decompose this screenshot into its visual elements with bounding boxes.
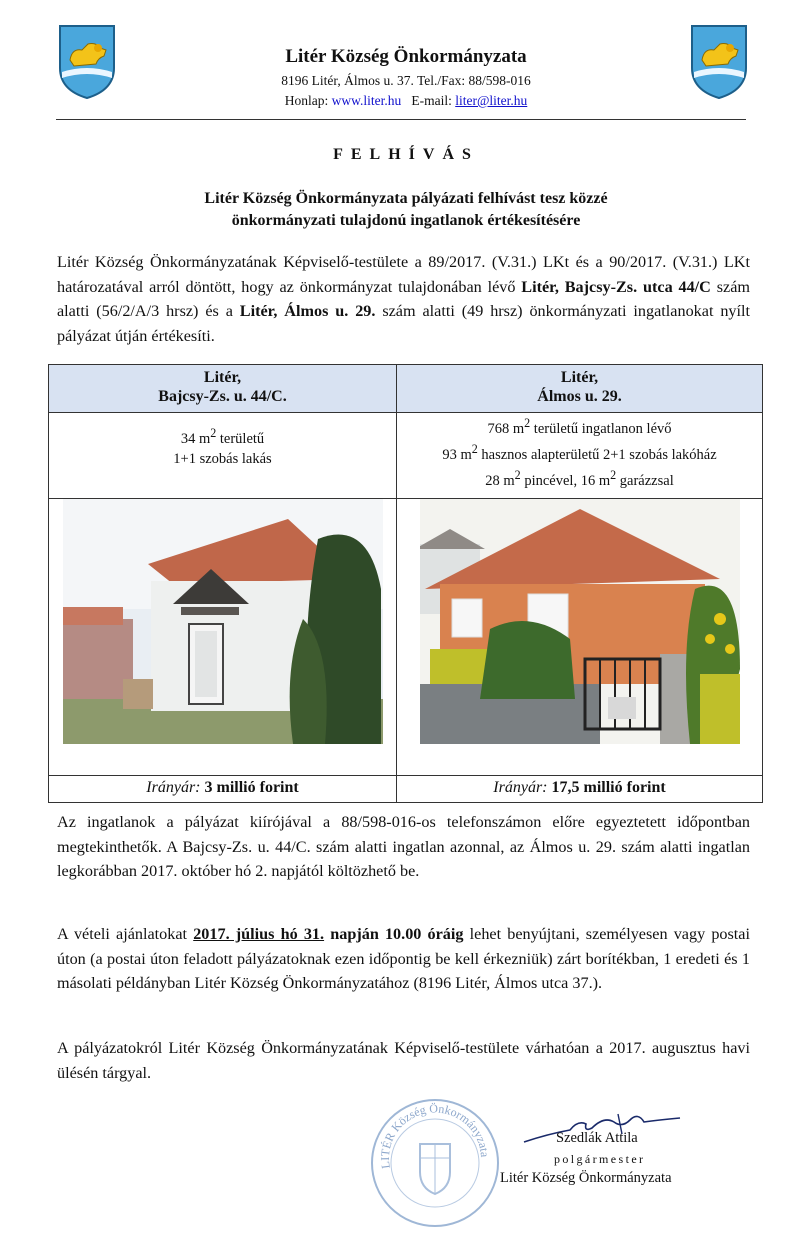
property-2-town: Litér, (560, 369, 599, 386)
property-2-garage-label: garázzsal (616, 472, 674, 489)
header-divider (56, 119, 746, 120)
property-1-street: Bajcsy-Zs. u. 44/C. (158, 388, 287, 405)
property-1-town: Litér, (203, 369, 242, 386)
table-header-row (49, 365, 763, 413)
property-2-cellar: 28 m (485, 472, 515, 489)
contact-line (0, 93, 812, 109)
property-table (48, 364, 763, 803)
signatory-role: polgármester (554, 1152, 646, 1166)
subtitle-line-1: Litér Község Önkormányzata pályázati felhívást tesz közzé (204, 190, 608, 207)
document-subtitle (0, 188, 812, 232)
signatory-organization: Litér Község Önkormányzata (500, 1170, 672, 1186)
sup: 2 (514, 467, 521, 482)
sup: 2 (471, 441, 478, 456)
signatory-name: Szedlák Attila (556, 1130, 638, 1146)
property-2-price-value: 17,5 millió forint (551, 779, 666, 796)
organization-name: Litér Község Önkormányzata (285, 46, 527, 67)
website-label: Honlap: (284, 93, 332, 108)
property-2-garage: pincével, 16 m (520, 472, 611, 489)
viewing-paragraph: Az ingatlanok a pályázat kiírójával a 88/598-016-os telefonszámon előre egyeztetett időpontban megtekinthetők. A Bajcsy-Zs. u. 44/C. szám alatti ingatlan azonnal, az Álmos u. 29. szám alatti ingatlan legkorábban 2017. október hó 2. napjától költözhető be. (57, 813, 750, 880)
intro-paragraph (57, 250, 750, 348)
email-link[interactable]: liter@liter.hu (455, 93, 528, 108)
property-1-rooms: 1+1 szobás lakás (173, 450, 272, 467)
property-1-price-value: 3 millió forint (204, 779, 299, 796)
property-1-photo (63, 499, 383, 744)
table-price-row (49, 776, 763, 803)
property-1-header (49, 365, 397, 413)
property-2-description (397, 413, 763, 499)
sup: 2 (524, 416, 531, 430)
sup: 2 (210, 426, 217, 440)
property-1-description (49, 413, 397, 499)
stamp-text: LITÉR Község Önkormányzata (377, 1101, 493, 1170)
intro-address-1: Litér, Bajcsy-Zs. utca 44/C (521, 277, 711, 296)
deadline-text-a: A vételi ajánlatokat (57, 925, 194, 943)
deadline-time: napján 10.00 óráig (330, 925, 464, 943)
property-2-house-label: hasznos alapterületű 2+1 szobás lakóház (477, 446, 717, 463)
price-label: Irányár: (493, 779, 548, 796)
subtitle-line-2: önkormányzati tulajdonú ingatlanok értékesítésére (231, 212, 581, 229)
intro-text-c: szám alatti (56/2/A/3 hrsz) és a (57, 277, 750, 320)
property-1-price (49, 776, 397, 803)
property-1-area-label: területű (216, 430, 265, 447)
property-2-floor-area: 93 m (442, 446, 472, 463)
website-link[interactable]: www.liter.hu (331, 93, 402, 108)
property-2-plot-label: területű ingatlanon lévő (530, 420, 672, 437)
deadline-date: 2017. július hó 31. (193, 925, 325, 943)
intro-text-e: szám alatti (49 hrsz) önkormányzati ingatlanokat nyílt pályázat útján értékesíti. (57, 302, 751, 345)
organization-address: 8196 Litér, Álmos u. 37. Tel./Fax: 88/598-016 (281, 73, 531, 88)
price-label: Irányár: (146, 779, 201, 796)
property-2-street: Álmos u. 29. (537, 388, 622, 405)
email-label: E-mail: (411, 93, 456, 108)
property-1-area: 34 m (180, 430, 211, 447)
intro-text-a: Litér Község Önkormányzatának Képviselő-testülete a 89/2017. (V.31.) LKt és a 90/2017. (V.31.) LKt határozatával arról döntött, hogy az önkormányzat tulajdonában lévő (57, 253, 750, 296)
table-photo-row (49, 499, 763, 776)
document-title: FELHÍVÁS (333, 146, 479, 163)
table-description-row (49, 413, 763, 499)
property-2-price (397, 776, 763, 803)
property-2-photo-cell (397, 499, 763, 776)
property-2-plot-area: 768 m (487, 420, 525, 437)
intro-address-2: Litér, Álmos u. 29. (239, 302, 376, 320)
deadline-text-c: lehet benyújtani, személyesen vagy postai úton (a postai úton feladott pályázatoknak ezen időpontig be kell érkezniük) zárt borítékban, 1 eredeti és 1 másolati példányban Litér Község Önkormányzatához (8196 Litér, Álmos utca 37.). (57, 925, 750, 992)
property-1-photo-cell (49, 499, 397, 776)
property-2-header (397, 365, 763, 413)
decision-paragraph: A pályázatokról Litér Község Önkormányzatának Képviselő-testülete várhatóan a 2017. augusztus havi ülésén tárgyal. (57, 1039, 750, 1082)
property-2-photo (420, 499, 740, 744)
sup: 2 (610, 467, 617, 482)
deadline-paragraph (57, 922, 750, 996)
official-stamp (368, 1096, 502, 1230)
